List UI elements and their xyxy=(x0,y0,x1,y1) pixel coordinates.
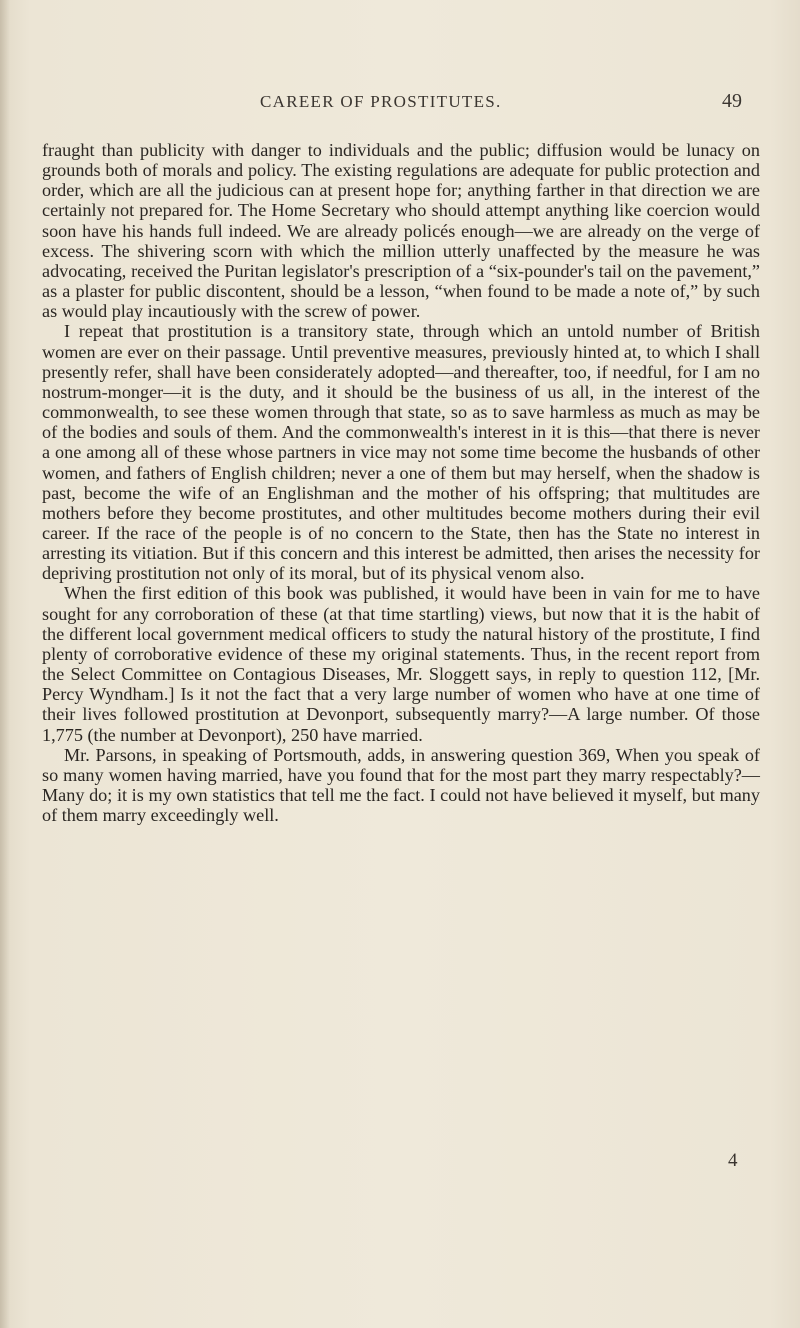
running-head-title: CAREER OF PROSTITUTES. xyxy=(260,92,502,111)
paragraph: fraught than publicity with danger to individuals and the public; diffusion would be lunacy on grounds both of morals and policy. The existing regulations are adequate for public protection and order, which are all the judicious can at present hope for; anything farther in that direction we are certainly not prepared for. The Home Secretary who should attempt anything like coercion would soon have his hands full indeed. We are already policés enough—we are already on the verge of excess. The shivering scorn with which the million utterly unaffected by the measure he was advocating, received the Puritan legislator's prescription of a “six-pounder's tail on the pavement,” as a plaster for public discontent, should be a lesson, “when found to be made a note of,” by such as would play incautiously with the screw of power. xyxy=(42,140,760,322)
page-number: 49 xyxy=(722,90,742,112)
body-text xyxy=(42,140,760,825)
running-head xyxy=(0,92,800,116)
paragraph: When the first edition of this book was published, it would have been in vain for me to have sought for any corroboration of these (at that time startling) views, but now that it is the habit of the different local government medical officers to study the natural history of the prostitute, I find plenty of corroborative evidence of these my original statements. Thus, in the recent report from the Select Committee on Contagious Diseases, Mr. Sloggett says, in reply to question 112, [Mr. Percy Wyndham.] Is it not the fact that a very large number of women who have at one time of their lives followed prostitution at Devonport, subsequently marry?—A large number. Of those 1,775 (the number at Devonport), 250 have married. xyxy=(42,583,760,745)
paragraph: Mr. Parsons, in speaking of Portsmouth, adds, in answering question 369, When you speak of so many women having married, have you found that for the most part they marry respectably?—Many do; it is my own statistics that tell me the fact. I could not have believed it myself, but many of them marry exceedingly well. xyxy=(42,744,760,826)
paragraph: I repeat that prostitution is a transitory state, through which an untold number of British women are ever on their passage. Until preventive measures, previously hinted at, to which I shall presently refer, shall have been considerately adopted—and thereafter, too, if needful, for I am no nostrum-monger—it is the duty, and it should be the business of us all, in the interest of the commonwealth, to see these women through that state, so as to save harmless as much as may be of the bodies and souls of them. And the commonwealth's interest in it is this—that there is never a one among all of these whose partners in vice may not some time become the husbands of other women, and fathers of English children; never a one of them but may herself, when the shadow is past, become the wife of an Englishman and the mother of his offspring; that multitudes are mothers before they become prostitutes, and other multitudes become mothers during their evil career. If the race of the people is of no concern to the State, then has the State no interest in arresting its vitiation. But if this concern and this interest be admitted, then arises the necessity for depriving prostitution not only of its moral, but of its physical venom also. xyxy=(42,321,760,584)
signature-mark: 4 xyxy=(728,1150,738,1171)
spine-shadow xyxy=(0,0,10,1328)
